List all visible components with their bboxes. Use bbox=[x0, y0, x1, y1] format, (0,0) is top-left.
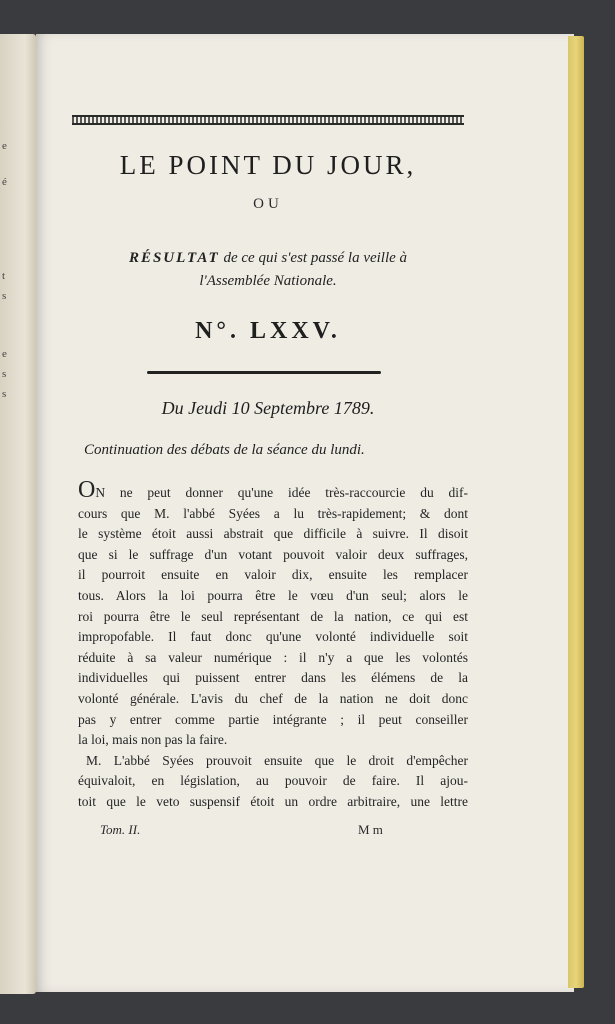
body-line: réduite à sa valeur numérique : il n'y a que les volontés bbox=[78, 649, 468, 665]
drop-cap: O bbox=[78, 480, 96, 503]
left-page-edge bbox=[0, 34, 36, 994]
left-page-fragment: s bbox=[2, 290, 7, 302]
body-line: que si le suffrage d'un votant pouvoit valoir deux suffrages, bbox=[78, 546, 468, 562]
body-line: la loi, mais non pas la faire. bbox=[78, 732, 228, 748]
gathering-signature: M m bbox=[358, 822, 383, 837]
body-line: volonté générale. L'avis du chef de la nation ne doit donc bbox=[78, 690, 468, 706]
subtitle-rest: de ce qui s'est passé la veille à bbox=[219, 250, 408, 266]
left-page-fragment: s bbox=[2, 388, 7, 400]
title-conjunction: OU bbox=[253, 196, 283, 212]
section-heading: Continuation des débats de la séance du lundi. bbox=[84, 442, 365, 458]
publication-title: LE POINT DU JOUR, bbox=[119, 150, 417, 180]
body-line: tous. Alors la loi pourra être le vœu d'un seul; alors le bbox=[78, 587, 468, 603]
article-body bbox=[78, 480, 468, 813]
left-page-fragment: t bbox=[2, 270, 6, 282]
issue-number: N°. LXXV. bbox=[195, 318, 341, 344]
left-page-fragment: e bbox=[2, 140, 7, 152]
body-line: toit que le veto suspensif étoit un ordre arbitraire, une lettre bbox=[78, 793, 468, 809]
page-gilt-edge bbox=[568, 36, 584, 988]
body-line: impropofable. Il faut donc qu'une volonté individuelle soit bbox=[78, 629, 468, 645]
subtitle-line2: l'Assemblée Nationale. bbox=[199, 273, 337, 289]
publication-subtitle bbox=[72, 247, 464, 293]
body-line: individuelles qui puissent entrer dans les élémens de la bbox=[78, 670, 468, 686]
body-line: cours que M. l'abbé Syées a lu très-rapidement; & dont bbox=[78, 505, 468, 521]
subtitle-lead: RÉSULTAT bbox=[128, 250, 220, 266]
left-page-fragment: e bbox=[2, 348, 7, 360]
body-line: équivaloit, en législation, au pouvoir de faire. Il ajou- bbox=[78, 773, 468, 789]
left-page-fragment: s bbox=[2, 368, 7, 380]
issue-date: Du Jeudi 10 Septembre 1789. bbox=[161, 398, 375, 418]
body-line: roi pourra être le seul représentant de la nation, ce qui est bbox=[78, 608, 468, 624]
left-page-fragment: é bbox=[2, 176, 7, 188]
body-line: M. L'abbé Syées prouvoit ensuite que le droit d'empêcher bbox=[86, 752, 468, 768]
body-line: le système étoit aussi abstrait que difficile à suivre. Il disoit bbox=[78, 526, 468, 542]
header-ornamental-rule bbox=[72, 115, 464, 125]
issue-divider-rule bbox=[147, 371, 381, 374]
body-line: pas y entrer comme partie intégrante ; il peut conseiller bbox=[78, 711, 468, 727]
body-line: ON ne peut donner qu'une idée très-raccourcie du dif- bbox=[78, 480, 468, 504]
body-line: il pourroit ensuite en valoir dix, ensuite les remplacer bbox=[78, 567, 468, 583]
volume-signature: Tom. II. bbox=[100, 822, 141, 837]
